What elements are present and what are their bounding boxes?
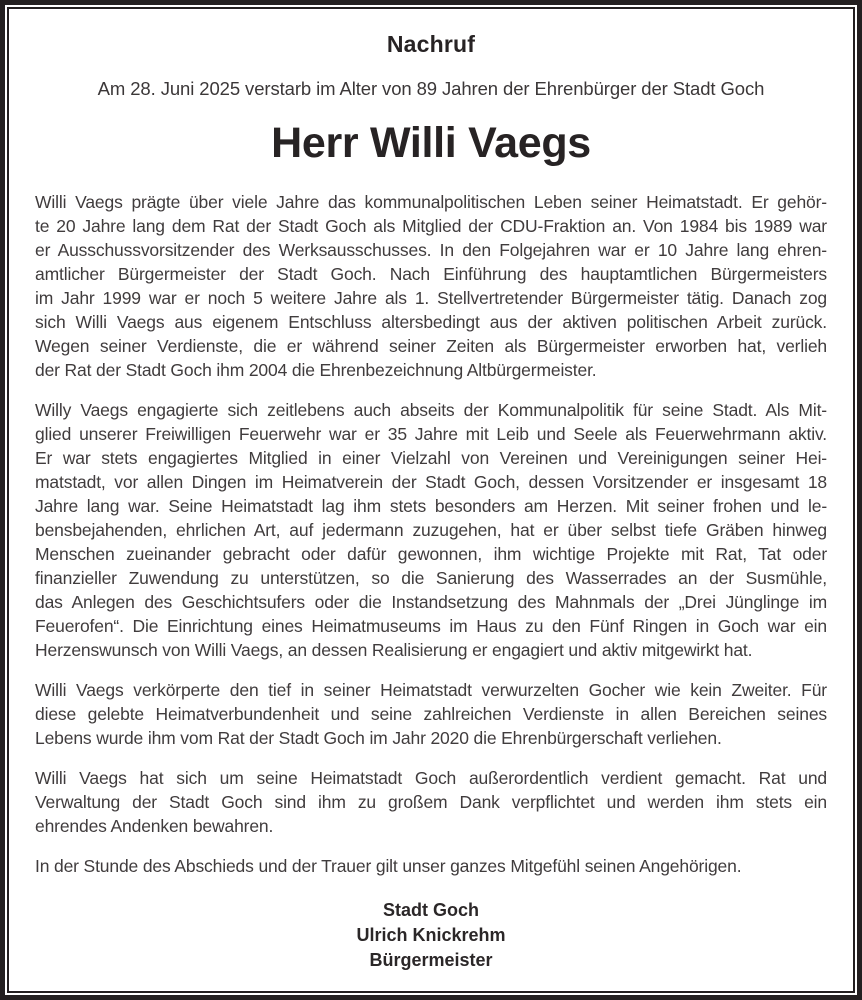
text-line: glied unserer Freiwilligen Feuerwehr war er 35 Jahre mit Leib und Seele als Feuerwehrmann aktiv. xyxy=(35,424,827,444)
text-line: Wegen seiner Verdienste, die er während seiner Zeiten als Bürgermeister erworben hat, verlieh xyxy=(35,336,827,356)
text-line: Er war stets engagiertes Mitglied in einer Vielzahl von Vereinen und Vereinigungen seiner Hei- xyxy=(35,448,827,468)
text-line: der Rat der Stadt Goch ihm 2004 die Ehrenbezeichnung Altbürgermeister. xyxy=(35,360,597,380)
obituary-body xyxy=(35,190,827,878)
text-line: sich Willi Vaegs aus eigenem Entschluss altersbedingt aus der aktiven politischen Arbeit zurück. xyxy=(35,312,827,332)
signature-line-organization: Stadt Goch xyxy=(382,900,479,920)
text-line: er Ausschussvorsitzender des Werksausschusses. In den Folgejahren war er 10 Jahre lang ehren- xyxy=(35,240,827,260)
text-line: finanzieller Zuwendung zu unterstützen, so die Sanierung des Wasserrades an der Susmühle, xyxy=(35,568,827,588)
text-line: Willi Vaegs hat sich um seine Heimatstadt Goch außerordentlich verdient gemacht. Rat und xyxy=(35,768,827,788)
signature-line-name: Ulrich Knickrehm xyxy=(356,925,506,945)
text-line: Willi Vaegs verkörperte den tief in seiner Heimatstadt verwurzelten Gocher wie kein Zweiter. Für xyxy=(35,680,827,700)
text-line: Menschen zueinander gebracht oder dafür gewonnen, ihm wichtige Projekte mit Rat, Tat oder xyxy=(35,544,827,564)
text-line: im Jahr 1999 war er noch 5 weitere Jahre als 1. Stellvertretender Bürgermeister tätig. Danach zog xyxy=(35,288,827,308)
text-line: Willi Vaegs prägte über viele Jahre das kommunalpolitischen Leben seiner Heimatstadt. Er gehör- xyxy=(35,192,827,212)
notice-type-heading: Nachruf xyxy=(386,31,476,57)
text-line: In der Stunde des Abschieds und der Trauer gilt unser ganzes Mitgefühl seinen Angehörigen. xyxy=(35,856,742,876)
text-line: Lebens wurde ihm vom Rat der Stadt Goch im Jahr 2020 die Ehrenbürgerschaft verliehen. xyxy=(35,728,722,748)
text-line: Feuerofen“. Die Einrichtung eines Heimatmuseums im Haus zu den Fünf Ringen in Goch war ein xyxy=(35,616,827,636)
text-line: Jahre lang war. Seine Heimatstadt lag ihm stets besonders am Herzen. Mit seiner frohen und le- xyxy=(35,496,827,516)
text-line: amtlicher Bürgermeister der Stadt Goch. Nach Einführung des hauptamtlichen Bürgermeisters xyxy=(35,264,827,284)
text-line: das Anlegen des Geschichtsufers oder die Instandsetzung des Mahnmals der „Drei Jünglinge im xyxy=(35,592,827,612)
paragraph xyxy=(35,854,827,878)
deceased-name-heading: Herr Willi Vaegs xyxy=(271,119,591,167)
paragraph xyxy=(35,398,827,662)
text-line: matstadt, vor allen Dingen im Heimatverein der Stadt Goch, dessen Vorsitzender er insgesamt 18 xyxy=(35,472,827,492)
paragraph xyxy=(35,766,827,838)
paragraph xyxy=(35,190,827,382)
text-line: ehrendes Andenken bewahren. xyxy=(35,816,274,836)
paragraph xyxy=(35,678,827,750)
text-line: bensbejahenden, ehrlichen Art, auf jedermann zuzugehen, hat er über selbst tiefe Gräben hinweg xyxy=(35,520,827,540)
inner-border-frame xyxy=(7,7,855,993)
text-line: Herzenswunsch von Willi Vaegs, an dessen Realisierung er engagiert und aktiv mitgewirkt hat. xyxy=(35,640,753,660)
text-line: diese gelebte Heimatverbundenheit und seine zahlreichen Verdienste in allen Bereichen seines xyxy=(35,704,827,724)
text-line: Willy Vaegs engagierte sich zeitlebens auch abseits der Kommunalpolitik für seine Stadt. Als Mit- xyxy=(35,400,827,420)
death-announcement-line: Am 28. Juni 2025 verstarb im Alter von 89 Jahren der Ehrenbürger der Stadt Goch xyxy=(97,78,765,99)
signature-line-title: Bürgermeister xyxy=(369,950,493,970)
text-line: Verwaltung der Stadt Goch sind ihm zu großem Dank verpflichtet und werden ihm stets ein xyxy=(35,792,827,812)
signature-block xyxy=(35,898,827,973)
text-line: te 20 Jahre lang dem Rat der Stadt Goch als Mitglied der CDU-Fraktion an. Von 1984 bis 1989 war xyxy=(35,216,827,236)
